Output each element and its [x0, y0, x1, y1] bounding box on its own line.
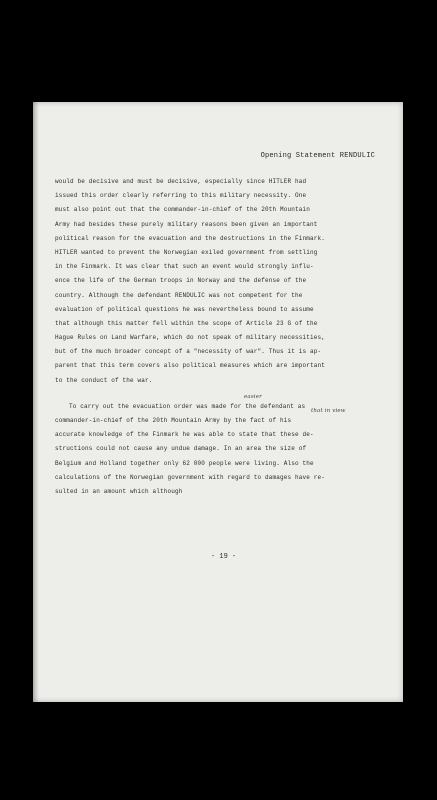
- text-line: Belgium and Holland together only 62 000 people were living. Also the: [55, 459, 314, 467]
- text-line: evaluation of political questions he was nevertheless bound to assume: [55, 305, 314, 313]
- text-line: would be decisive and must be decisive, especially since HITLER had: [55, 178, 307, 185]
- text-line: Hague Rules on Land Warfare, which do not speak of military necessities,: [55, 334, 326, 342]
- text-line: in the Finmark. It was clear that such an event would strongly influ-: [55, 263, 314, 271]
- paragraph-1: [55, 175, 385, 388]
- document-page: [33, 102, 403, 702]
- text-line: Army had besides these purely military reasons been given an important: [55, 220, 318, 228]
- text-line: ence the life of the German troops in Norway and the defense of the: [55, 277, 307, 285]
- text-line: commander-in-chief of the 20th Mountain Army by the fact of his: [55, 417, 292, 424]
- text-line: must also point out that the commander-in-chief of the 20th Mountain: [55, 206, 311, 214]
- page-number: - 19 -: [211, 553, 237, 561]
- text-line: HITLER wanted to prevent the Norwegian exiled government from settling: [55, 248, 318, 256]
- paragraph-2: [55, 393, 385, 499]
- handwritten-insertion: that in view: [311, 407, 346, 414]
- text-line: structions could not cause any undue damage. In an area the size of: [55, 445, 307, 453]
- text-line: but of the much broader concept of a "necessity of war". Thus it is ap-: [55, 348, 322, 356]
- document-body: [55, 175, 385, 499]
- text-line: sulted in an amount which although: [55, 487, 183, 495]
- text-line: calculations of the Norwegian government with regard to damages have re-: [55, 473, 326, 481]
- text-line: accurate knowledge of the Finmark he was able to state that these de-: [55, 431, 314, 439]
- handwritten-insertion: easier: [244, 393, 262, 400]
- page-header: Opening Statement RENDULIC: [260, 152, 375, 160]
- text-line: issued this order clearly referring to this military necessity. One: [55, 192, 307, 200]
- text-line: that although this matter fell within the scope of Article 23 G of the: [55, 319, 318, 327]
- text-line: country. Although the defendant RENDULIC was not competent for the: [55, 291, 303, 299]
- text-line: political reason for the evacuation and the destructions in the Finmark.: [55, 234, 326, 242]
- text-line: to the conduct of the war.: [55, 376, 153, 384]
- text-line: To carry out the evacuation order was made for the defendant as: [69, 402, 306, 410]
- text-line: parent that this term covers also political measures which are important: [55, 362, 326, 370]
